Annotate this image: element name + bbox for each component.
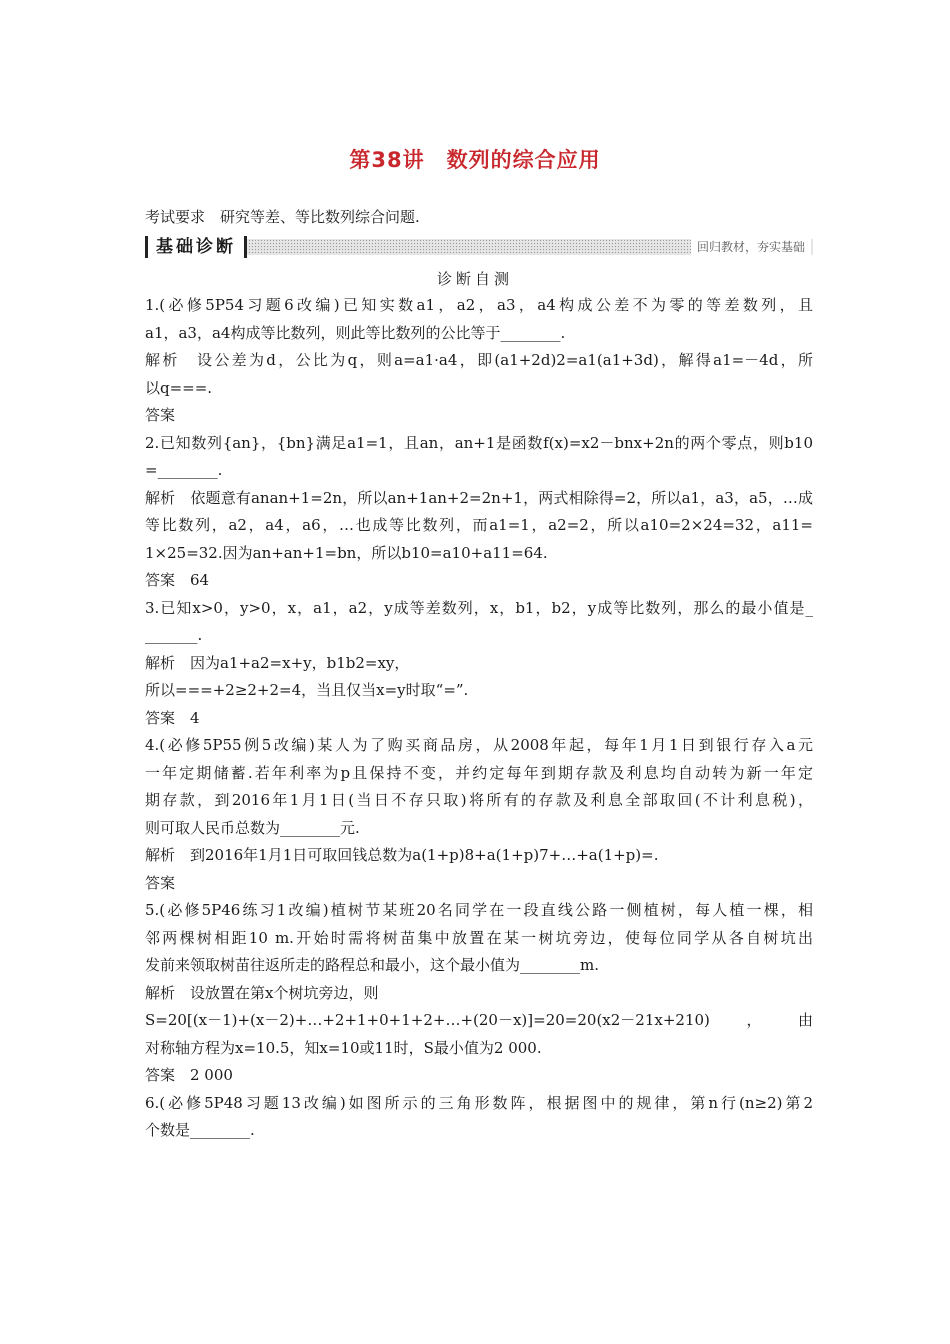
banner-subtitle: 回归教材，夯实基础 bbox=[691, 236, 811, 258]
text-line: 等比数列，a2，a4，a6，…也成等比数列，而a1=1，a2=2，所以a10=2×24=32，a11= bbox=[145, 516, 813, 534]
text-line: 解析 依题意有anan+1=2n，所以an+1an+2=2n+1，两式相除得=2，所以a1，a3，a5，…成 bbox=[145, 488, 813, 507]
text-line: 对称轴方程为x=10.5，知x=10或11时，S最小值为2 000. bbox=[145, 1038, 542, 1057]
text-line: 则可取人民币总数为________元. bbox=[145, 818, 360, 837]
text-line: 3.已知x>0，y>0，x，a1，a2，y成等差数列，x，b1，b2，y成等比数列，那么的最小值是_ bbox=[145, 598, 813, 617]
text-line: 2.已知数列{an}，{bn}满足a1=1，且an，an+1是函数f(x)=x2－bnx+2n的两个零点，则b10 bbox=[145, 433, 813, 452]
text-line: 4.(必修5P55例5改编)某人为了购买商品房，从2008年起，每年1月1日到银行存入a元 bbox=[145, 736, 813, 754]
text-line: 1.(必修5P54习题6改编)已知实数a1，a2，a3，a4构成公差不为零的等差数列，且 bbox=[145, 296, 813, 314]
answer-label: 答案 64 bbox=[145, 571, 210, 589]
text-line: 解析 到2016年1月1日可取回钱总数为a(1+p)8+a(1+p)7+…+a(1+p)=. bbox=[145, 846, 659, 864]
text-line: 解析 因为a1+a2=x+y，b1b2=xy， bbox=[145, 653, 410, 672]
page-title: 第38讲 数列的综合应用 bbox=[349, 148, 601, 172]
answer-label: 答案 4 bbox=[145, 708, 200, 727]
text-line: 期存款，到2016年1月1日(当日不存只取)将所有的存款及利息全部取回(不计利息税)， bbox=[145, 791, 813, 809]
problem-body bbox=[145, 292, 813, 1145]
text-line: 邻两棵树相距10 m.开始时需将树苗集中放置在某一树坑旁边，使每位同学从各自树坑出 bbox=[145, 928, 813, 947]
answer-label: 答案 bbox=[145, 873, 176, 892]
banner-title: 基础诊断 bbox=[145, 236, 247, 258]
exam-requirement: 考试要求 研究等差、等比数列综合问题. bbox=[145, 208, 420, 226]
text-line: 所以===+2≥2+2=4，当且仅当x=y时取“=”. bbox=[145, 681, 469, 699]
text-line: 1×25=32.因为an+an+1=bn，所以b10=a10+a11=64. bbox=[145, 543, 548, 562]
text-line: 发前来领取树苗往返所走的路程总和最小，这个最小值为________m. bbox=[145, 956, 599, 974]
text-line: _______. bbox=[145, 626, 203, 644]
text-line: S=20[(x－1)+(x－2)+…+2+1+0+1+2+…+(20－x)]=20=20(x2－21x+210)，由 bbox=[145, 1011, 813, 1029]
answer-label: 答案 bbox=[145, 406, 176, 424]
text-line: 一年定期储蓄.若年利率为p且保持不变，并约定每年到期存款及利息均自动转为新一年定 bbox=[145, 763, 813, 782]
text-line: 以q===. bbox=[145, 378, 213, 397]
text-line: 解析 设公差为d，公比为q，则a=a1·a4，即(a1+2d)2=a1(a1+3d)，解得a1=－4d，所 bbox=[145, 351, 813, 369]
text-line: =________. bbox=[145, 461, 223, 479]
text-line: 5.(必修5P46练习1改编)植树节某班20名同学在一段直线公路一侧植树，每人植一棵，相 bbox=[145, 901, 813, 919]
text-line: a1，a3，a4构成等比数列，则此等比数列的公比等于________. bbox=[145, 323, 566, 342]
section-banner bbox=[145, 236, 813, 258]
text-line: 6.(必修5P48习题13改编)如图所示的三角形数阵，根据图中的规律，第n行(n≥2)第2 bbox=[145, 1093, 813, 1112]
section-subheading: 诊断自测 bbox=[436, 270, 513, 288]
text-line: 个数是________. bbox=[145, 1121, 255, 1139]
text-line: 解析 设放置在第x个树坑旁边，则 bbox=[145, 983, 379, 1002]
answer-label: 答案 2 000 bbox=[145, 1066, 233, 1084]
